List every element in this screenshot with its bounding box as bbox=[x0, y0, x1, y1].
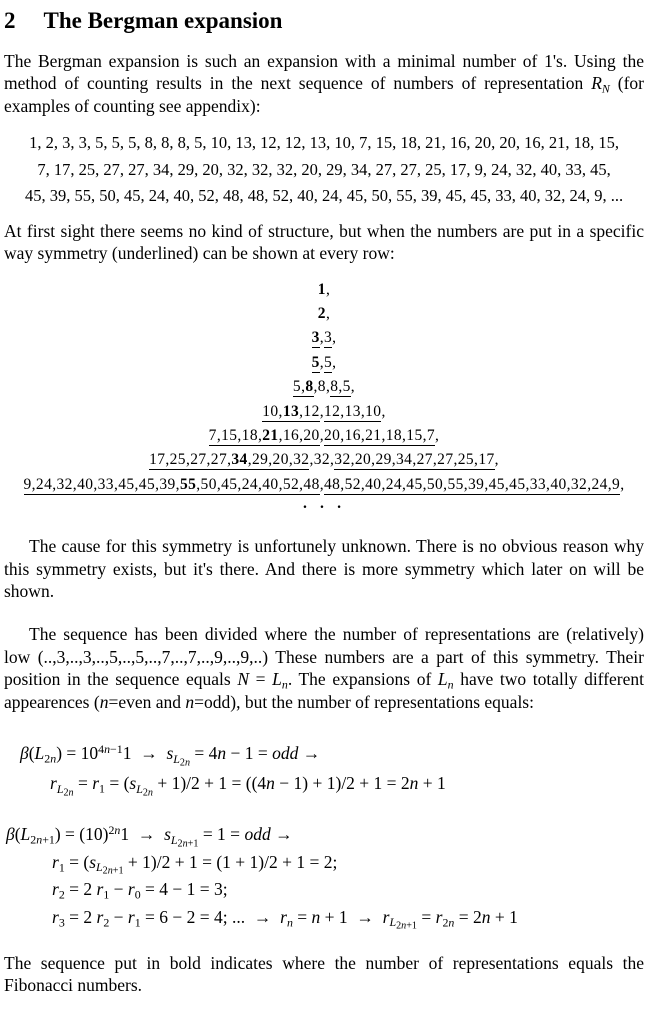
section-title: The Bergman expansion bbox=[43, 8, 283, 33]
pyramid-row-6: 10,13,12,12,13,10, bbox=[262, 402, 386, 420]
pyramid-row-5: 5,8,8,8,5, bbox=[292, 378, 356, 396]
pyramid-ellipsis: · · · bbox=[302, 499, 346, 517]
pyramid-row-7: 7,15,18,21,16,20,20,16,21,18,15,7, bbox=[208, 426, 440, 444]
paragraph-intro: The Bergman expansion is such an expansion with a minimal number of 1's. Using the method of counting results in the next sequence of numbers of representation $R_N$ (for examples of counting see appendix): bbox=[4, 51, 645, 116]
formula-odd-case bbox=[4, 821, 644, 931]
sequence-display bbox=[4, 130, 644, 210]
sequence-line-3: 45, 39, 55, 50, 45, 24, 40, 52, 48, 48, 52, 40, 24, 45, 50, 55, 39, 45, 45, 33, 40, 32, 24, 9, ... bbox=[24, 186, 624, 206]
symmetry-pyramid bbox=[4, 278, 644, 520]
pyramid-row-3: 3,3, bbox=[311, 329, 337, 347]
pyramid-row-4: 5,5, bbox=[311, 353, 337, 371]
pyramid-row-8: 17,25,27,27,34,29,20,32,32,32,20,29,34,27,27,25,17, bbox=[149, 451, 499, 469]
pyramid-row-2: 2, bbox=[317, 304, 331, 322]
paragraph-cause: The cause for this symmetry is unfortunely unknown. There is no obvious reason why this symmetry exists, but it's there. And there is more symmetry which later on will be shown. bbox=[4, 536, 644, 601]
formula-even-line-1: $\beta(L_{2n}) = 10^{4n-1}1 \to s_{L_{2n}} = 4n - 1$ = odd → bbox=[20, 742, 321, 769]
formula-odd-line-2: $r_1 = (s_{L_{2n+1}} + 1)/2 + 1 = (1 + 1)/2 + 1 = 2$; bbox=[52, 851, 338, 877]
formula-odd-line-1: $\beta(L_{2n+1}) = (10)^{2n}1 \to s_{L_{2n+1}} = 1$ = odd → bbox=[6, 823, 293, 850]
formula-even-case bbox=[4, 738, 644, 798]
formula-even-line-2: $r_{L_{2n}} = r_1 = (s_{L_{2n}} + 1)/2 + 1 = ((4n - 1) + 1)/2 + 1 = 2n + 1$ bbox=[50, 773, 446, 799]
formula-odd-line-3: $r_2 = 2$ $r_1 - r_0 = 4 - 1 = 3$; bbox=[52, 879, 228, 902]
paragraph-structure: At first sight there seems no kind of structure, but when the numbers are put in a specific way symmetry (underlined) can be shown at every row: bbox=[4, 220, 644, 264]
paragraph-divided: The sequence has been divided where the number of representations are (relatively) low (..,3,..,3,..,5,..,5,..,7,..,7,..,9,..,9,..) These numbers are a part of this symmetry. Their position in the sequence equals $N = L_n$. The expansions of $L_n$ have two totally different appearences (n=even and n=odd), but the number of representations equals: bbox=[4, 624, 644, 712]
pyramid-row-9: 9,24,32,40,33,45,45,39,55,50,45,24,40,52,48,48,52,40,24,45,50,55,39,45,45,33,40,32,24,9, bbox=[23, 475, 625, 493]
paragraph-bold-note: The sequence put in bold indicates where the number of representations equals the Fibonacci numbers. bbox=[4, 953, 644, 996]
formula-odd-line-4: $r_3 = 2$ $r_2 - r_1 = 6 - 2 = 4$; ... → $r_n = n + 1 \to r_{L_{2n+1}} = r_{2n} = 2n + 1$ bbox=[52, 906, 518, 932]
sequence-line-1: 1, 2, 3, 3, 5, 5, 5, 8, 8, 8, 5, 10, 13, 12, 12, 13, 10, 7, 15, 18, 21, 16, 20, 20, 16, 21, 18, 15, bbox=[29, 133, 619, 153]
pyramid-row-1: 1, bbox=[317, 280, 331, 298]
sequence-line-2: 7, 17, 25, 27, 27, 34, 29, 20, 32, 32, 32, 20, 29, 34, 27, 27, 25, 17, 9, 24, 32, 40, 33, 45, bbox=[37, 159, 611, 179]
section-number: 2 bbox=[4, 8, 16, 33]
section-heading bbox=[4, 8, 644, 34]
